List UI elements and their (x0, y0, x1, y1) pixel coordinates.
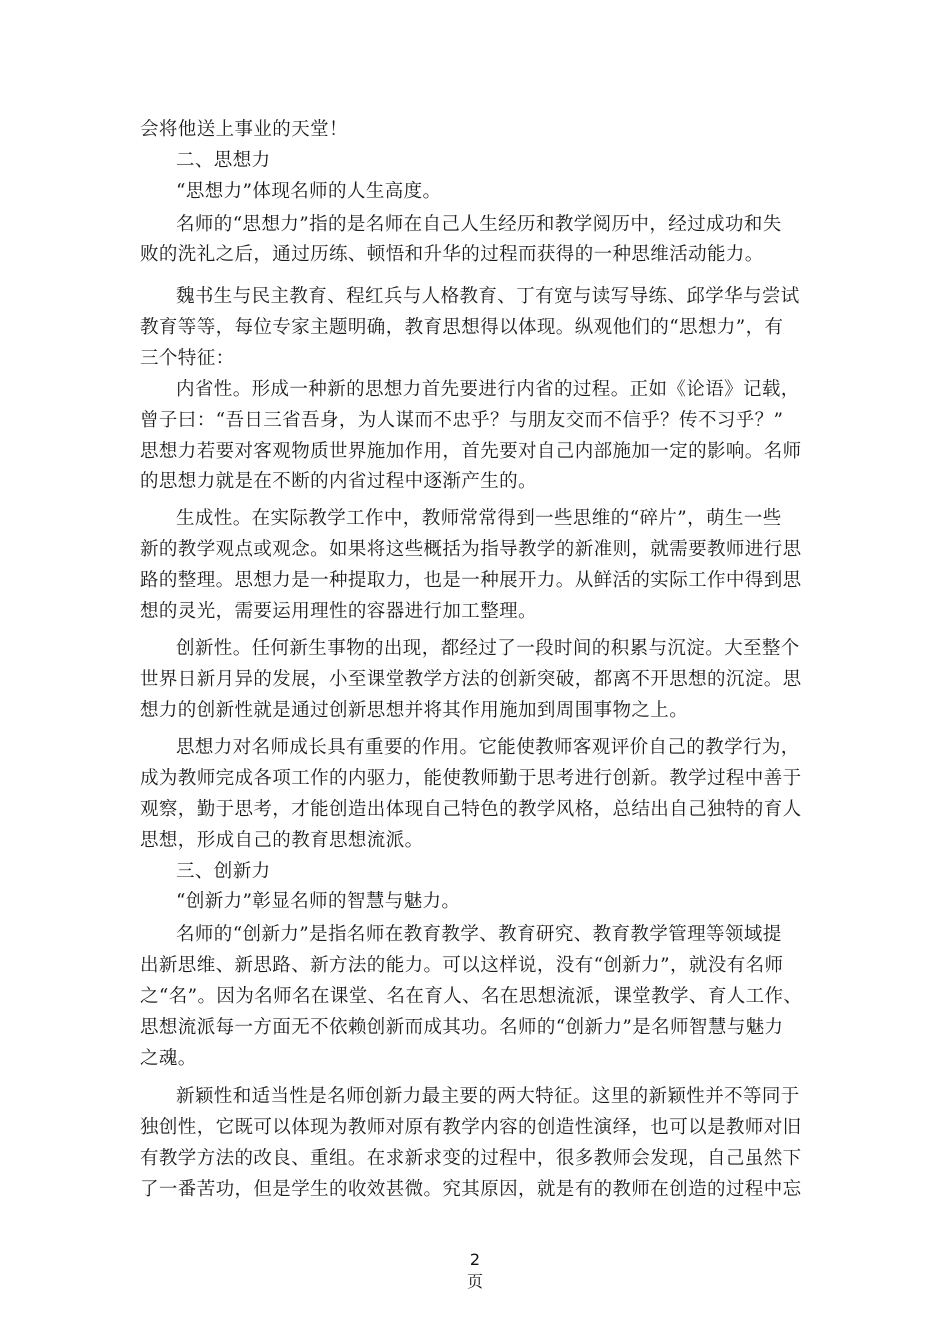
text-line: 思想力对名师成长具有重要的作用。它能使教师客观评价自己的教学行为， (176, 737, 800, 758)
page-label: 页 (466, 1272, 483, 1291)
text-line: “创新力”彰显名师的智慧与魅力。 (176, 891, 461, 912)
text-line: 出新思维、新思路、新方法的能力。可以这样说，没有“创新力”，就没有名师 (140, 955, 784, 976)
text-line: 曾子曰：“吾日三省吾身，为人谋而不忠乎？与朋友交而不信乎？传不习乎？” (140, 410, 784, 431)
text-line: 想的灵光，需要运用理性的容器进行加工整理。 (140, 601, 537, 622)
text-line: 二、思想力 (176, 150, 271, 171)
text-line: 魏书生与民主教育、程红兵与人格教育、丁有宽与读写导练、邱学华与尝试 (176, 286, 800, 307)
text-line: “思想力”体现名师的人生高度。 (176, 181, 442, 202)
text-line: 思想流派每一方面无不依赖创新而成其功。名师的“创新力”是名师智慧与魅力 (140, 1017, 784, 1038)
text-line: 创新性。任何新生事物的出现，都经过了一段时间的积累与沉淀。大至整个 (176, 638, 800, 659)
text-line: 名师的“创新力”是指名师在教育教学、教育研究、教育教学管理等领域提 (176, 924, 782, 945)
text-line: 之魂。 (140, 1048, 197, 1069)
text-line: 思想，形成自己的教育思想流派。 (140, 830, 424, 851)
text-line: 路的整理。思想力是一种提取力，也是一种展开力。从鲜活的实际工作中得到思 (140, 570, 802, 591)
text-line: 名师的“思想力”指的是名师在自己人生经历和教学阅历中，经过成功和失 (176, 214, 782, 235)
text-line: 成为教师完成各项工作的内驱力，能使教师勤于思考进行创新。教学过程中善于 (140, 768, 802, 789)
text-line: 会将他送上事业的天堂！ (140, 119, 348, 140)
text-line: 新颖性和适当性是名师创新力最主要的两大特征。这里的新颖性并不等同于 (176, 1086, 800, 1107)
text-line: 教育等等，每位专家主题明确，教育思想得以体现。纵观他们的“思想力”，有 (140, 317, 784, 338)
text-line: 思想力若要对客观物质世界施加作用，首先要对自己内部施加一定的影响。名师 (140, 441, 802, 462)
text-line: 败的洗礼之后，通过历练、顿悟和升华的过程而获得的一种思维活动能力。 (140, 244, 764, 265)
text-line: 世界日新月异的发展，小至课堂教学方法的创新突破，都离不开思想的沉淀。思 (140, 669, 802, 690)
text-line: 生成性。在实际教学工作中，教师常常得到一些思维的“碎片”，萌生一些 (176, 508, 782, 529)
text-line: 新的教学观点或观念。如果将这些概括为指导教学的新准则，就需要教师进行思 (140, 539, 802, 560)
text-line: 三个特征： (140, 348, 235, 369)
text-line: 想力的创新性就是通过创新思想并将其作用施加到周围事物之上。 (140, 700, 689, 721)
text-line: 独创性，它既可以体现为教师对原有教学内容的创造性演绎，也可以是教师对旧 (140, 1117, 802, 1138)
text-line: 了一番苦功，但是学生的收效甚微。究其原因，就是有的教师在创造的过程中忘 (140, 1179, 802, 1200)
page-number: 2 (469, 1250, 481, 1269)
text-line: 有教学方法的改良、重组。在求新求变的过程中，很多教师会发现，自己虽然下 (140, 1148, 802, 1169)
text-line: 观察，勤于思考，才能创造出体现自己特色的教学风格，总结出自己独特的育人 (140, 799, 802, 820)
text-line: 的思想力就是在不断的内省过程中逐渐产生的。 (140, 471, 537, 492)
text-line: 内省性。形成一种新的思想力首先要进行内省的过程。正如《论语》记载， (176, 379, 800, 400)
text-line: 之“名”。因为名师名在课堂、名在育人、名在思想流派，课堂教学、育人工作、 (140, 986, 803, 1007)
text-line: 三、创新力 (176, 861, 271, 882)
